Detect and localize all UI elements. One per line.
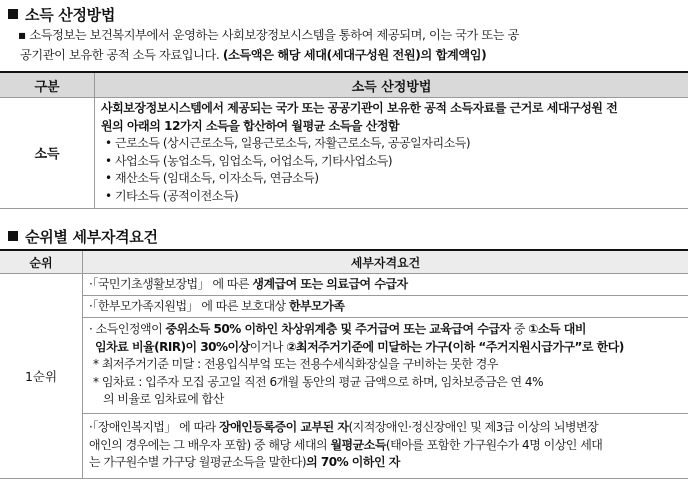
requirement-line (89, 437, 686, 455)
row-label-income: 소득 (0, 98, 95, 209)
method-desc-line-2: 원의 아래의 12가지 소득을 합산하여 월평균 소득을 산정함 (101, 118, 400, 133)
requirement-bold: 중위소득 50% 이하인 차상위계층 및 주거급여 또는 교육급여 수급자 (165, 322, 511, 336)
requirement-line (89, 454, 686, 472)
method-desc-line-1: 사회보장정보시스템에서 제공되는 국가 또는 공공기관이 보유한 공적 소득자료를 근거로 세대구성원 전 (101, 101, 618, 115)
requirement-basic-livelihood (83, 274, 688, 296)
requirement-bold: ①소득 대비 (528, 322, 586, 336)
requirement-line (89, 321, 686, 339)
column-header-rank: 순위 (0, 250, 83, 274)
square-bullet-icon (8, 231, 18, 241)
section-title-priority (8, 226, 158, 247)
requirement-text: 이거나 (249, 339, 287, 354)
requirement-near-poverty (83, 318, 688, 414)
intro-line-2 (18, 45, 686, 65)
requirement-text: · 소득인정액이 (89, 322, 166, 336)
income-type-item: • 사업소득 (농업소득, 임업소득, 어업소득, 기타사업소득) (105, 153, 393, 168)
requirement-bold: 장애인등록증이 교부된 자 (219, 419, 349, 434)
column-header-requirements: 세부자격요건 (83, 250, 688, 274)
requirement-text: (지적장애인·정신장애인 및 제3급 이상의 뇌병변장 (348, 419, 599, 434)
intro-bold-note: (소득액은 해당 세대(세대구성원 전원)의 합계액임) (222, 48, 487, 62)
intro-line-1: ▪ 소득정보는 보건복지부에서 운영하는 사회보장정보시스템을 통하여 제공되며, 이는 국가 또는 공 (18, 28, 519, 42)
intro-paragraph (18, 25, 686, 65)
requirement-bold: ②최저주거기준에 미달하는 가구(이하 “주거지원시급가구”로 한다) (286, 339, 624, 354)
square-bullet-icon (8, 9, 18, 19)
income-type-item: • 기타소득 (공적이전소득) (105, 188, 239, 203)
requirement-text: ·「장애인복지법」 에 따라 (89, 419, 220, 434)
section-title-text: 소득 산정방법 (25, 6, 116, 24)
method-description (95, 98, 688, 209)
footnote-line: 의 비율로 임차료에 합산 (93, 392, 224, 407)
footnote-line: * 최저주거기준 미달 : 전용입식부엌 또는 전용수세식화장실을 구비하는 못한 경우 (93, 357, 498, 372)
requirement-line (89, 339, 686, 357)
income-method-table (0, 71, 688, 209)
requirement-text: ·「한부모가족지원법」 에 따른 보호대상 (89, 298, 289, 313)
section-title-income (8, 4, 115, 25)
requirement-bold: 한부모가족 (288, 298, 345, 313)
column-header-method: 소득 산정방법 (95, 72, 688, 98)
footnote-line: * 임차료 : 입주자 모집 공고일 직전 6개월 동안의 평균 금액으로 하며, 임차보증금은 연 4% (93, 374, 543, 389)
column-header-category: 구분 (0, 72, 95, 98)
requirement-bold: 임차료 비율(RIR)이 30%이상 (95, 339, 250, 354)
requirement-text: 는 가구원수별 가구당 월평균소득을 말한다) (89, 455, 307, 470)
requirement-bold: 생계급여 또는 의료급여 수급자 (252, 276, 408, 291)
requirement-bold: 의 70% 이하인 자 (306, 455, 400, 470)
requirement-text: 애인의 경우에는 그 배우자 포함) 중 해당 세대의 (89, 437, 331, 452)
priority-requirements-table (0, 249, 688, 479)
row-label-rank-1: 1순위 (0, 274, 83, 479)
requirement-single-parent (83, 296, 688, 318)
section-title-text: 순위별 세부자격요건 (25, 228, 158, 246)
intro-text: 공기관이 보유한 공적 소득 자료입니다. (20, 48, 220, 62)
requirement-line (89, 419, 686, 437)
requirement-bold: 월평균소득 (330, 437, 386, 452)
requirement-text: (태아를 포함한 가구원수가 4명 이상인 세대 (385, 437, 603, 452)
income-type-item: • 재산소득 (임대소득, 이자소득, 연금소득) (105, 171, 319, 186)
requirement-text: 중 (510, 322, 529, 336)
income-type-item: • 근로소득 (상시근로소득, 일용근로소득, 자활근로소득, 공공일자리소득) (105, 136, 471, 151)
requirement-disability (83, 413, 688, 478)
requirement-text: ·「국민기초생활보장법」 에 따른 (89, 276, 253, 291)
